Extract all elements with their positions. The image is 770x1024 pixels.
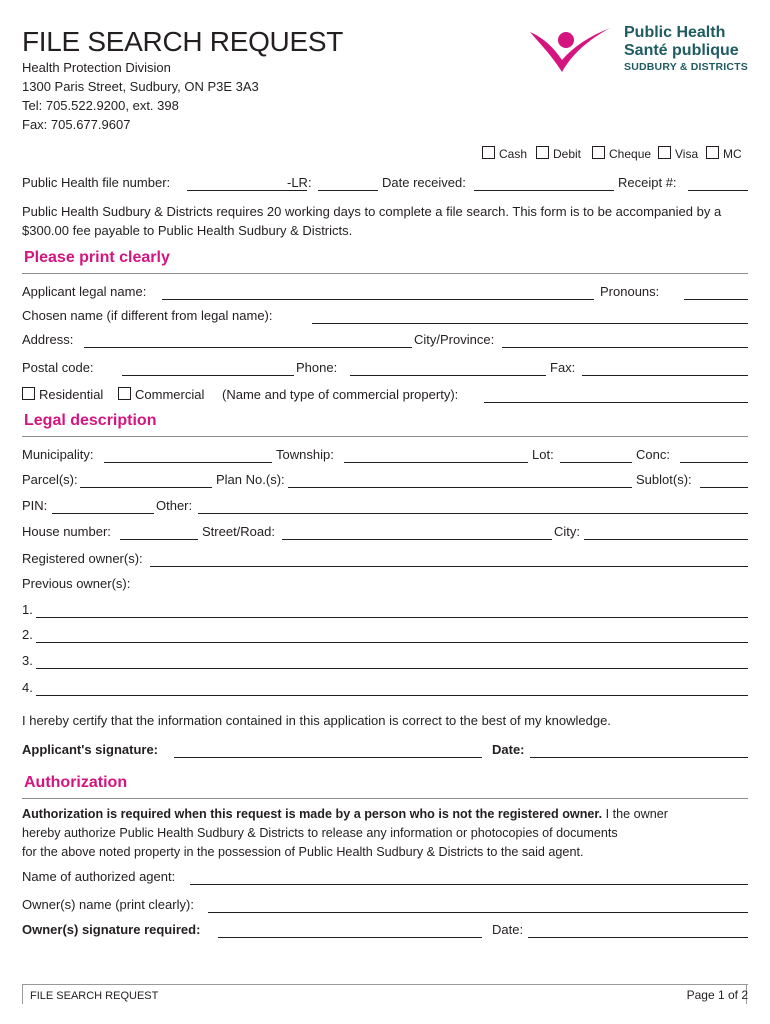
agent-label: Name of authorized agent:	[22, 869, 176, 884]
checkbox[interactable]	[22, 387, 35, 400]
previous-4-row	[22, 680, 748, 700]
fax-label: Fax:	[550, 360, 576, 375]
section-applicant	[22, 247, 748, 274]
payment-cheque[interactable]	[592, 146, 651, 161]
postal-label: Postal code:	[22, 360, 94, 375]
residential-option[interactable]	[22, 387, 103, 402]
owner-date-label: Date:	[492, 922, 524, 937]
previous-owner-2-field[interactable]	[36, 627, 748, 643]
division: Health Protection Division	[22, 60, 171, 75]
payment-cash-label: Cash	[499, 147, 528, 161]
city-field[interactable]	[584, 524, 748, 540]
owner-name-label: Owner(s) name (print clearly):	[22, 897, 194, 912]
owner-signature-label: Owner(s) signature required:	[22, 922, 201, 937]
registered-owner-field[interactable]	[150, 551, 748, 567]
number-label: 4.	[22, 680, 33, 695]
previous-2-row	[22, 627, 748, 647]
plan-label: Plan No.(s):	[216, 472, 285, 487]
payment-mc[interactable]	[706, 146, 742, 161]
lot-field[interactable]	[560, 447, 632, 463]
previous-owner-1-field[interactable]	[36, 602, 748, 618]
sublot-label: Sublot(s):	[636, 472, 692, 487]
checkbox[interactable]	[482, 146, 495, 159]
property-type-row	[22, 387, 748, 407]
parcel-row	[22, 472, 748, 492]
previous-owner-3-field[interactable]	[36, 653, 748, 669]
municipality-row	[22, 447, 748, 467]
sublot-field[interactable]	[700, 472, 748, 488]
applicant-signature-row	[22, 742, 748, 762]
checkbox[interactable]	[118, 387, 131, 400]
agent-field[interactable]	[190, 869, 748, 885]
checkbox[interactable]	[706, 146, 719, 159]
authorization-bold: Authorization is required when this request is made by a person who is not the registered owner.	[22, 807, 603, 821]
parcel-label: Parcel(s):	[22, 472, 78, 487]
city-label: City:	[554, 524, 580, 539]
payment-cash[interactable]	[482, 146, 527, 161]
residential-label: Residential	[39, 387, 104, 402]
registered-owner-label: Registered owner(s):	[22, 551, 143, 566]
payment-debit-label: Debit	[553, 147, 582, 161]
lr-label: -LR:	[287, 175, 312, 190]
owner-signature-field[interactable]	[218, 922, 482, 938]
street-address: 1300 Paris Street, Sudbury, ON P3E 3A3	[22, 79, 259, 94]
payment-visa[interactable]	[658, 146, 698, 161]
owner-name-row	[22, 897, 748, 917]
logo-text	[624, 24, 748, 74]
owner-name-field[interactable]	[208, 897, 748, 913]
street-label: Street/Road:	[202, 524, 275, 539]
receipt-label: Receipt #:	[618, 175, 677, 190]
date-received-label: Date received:	[382, 175, 466, 190]
checkbox[interactable]	[592, 146, 605, 159]
number-label: 3.	[22, 653, 33, 668]
certify-text: I hereby certify that the information contained in this application is correct to the best of my knowledge.	[22, 713, 611, 728]
fax-number: Fax: 705.677.9607	[22, 117, 131, 132]
other-field[interactable]	[198, 498, 748, 514]
township-label: Township:	[276, 447, 334, 462]
payment-visa-label: Visa	[675, 147, 699, 161]
office-row	[22, 175, 748, 195]
agent-row	[22, 869, 748, 889]
phone-label: Phone:	[296, 360, 338, 375]
receipt-field[interactable]	[688, 175, 748, 191]
owner-date-field[interactable]	[528, 922, 748, 938]
file-number-label: Public Health file number:	[22, 175, 171, 190]
logo-line-3: SUDBURY & DISTRICTS	[624, 61, 748, 73]
previous-row	[22, 576, 748, 596]
previous-owner-label: Previous owner(s):	[22, 576, 131, 591]
chosen-name-field[interactable]	[312, 308, 748, 324]
checkbox[interactable]	[536, 146, 549, 159]
house-number-field[interactable]	[120, 524, 198, 540]
payment-debit[interactable]	[536, 146, 581, 161]
lot-label: Lot:	[532, 447, 554, 462]
commercial-option[interactable]	[118, 387, 204, 402]
authorization-text-1: I the owner	[602, 807, 668, 821]
footer-divider-left	[22, 984, 23, 1004]
pin-row	[22, 498, 748, 518]
section-legal	[22, 410, 748, 437]
house-number-label: House number:	[22, 524, 111, 539]
logo-mark-icon	[528, 26, 612, 78]
logo	[528, 24, 748, 84]
address-label: Address:	[22, 332, 74, 347]
commercial-desc-label: (Name and type of commercial property):	[222, 387, 459, 402]
intro-text: Public Health Sudbury & Districts requires 20 working days to complete a file search. This form is to be accompanied by a $300.00 fee payable to Public Health Sudbury & Districts.	[22, 204, 722, 238]
address-field[interactable]	[84, 332, 412, 348]
phone-field[interactable]	[350, 360, 546, 376]
applicant-signature-field[interactable]	[174, 742, 482, 758]
payment-cheque-label: Cheque	[609, 147, 652, 161]
footer-title: FILE SEARCH REQUEST	[30, 990, 159, 1002]
chosen-name-label: Chosen name (if different from legal name):	[22, 308, 273, 323]
applicant-signature-label: Applicant's signature:	[22, 742, 158, 757]
section-authorization	[22, 772, 748, 799]
chosen-name-row	[22, 308, 748, 328]
address-row	[22, 332, 748, 352]
authorization-text-2: hereby authorize Public Health Sudbury & Districts to release any information or photocopies of documents	[22, 826, 618, 840]
telephone: Tel: 705.522.9200, ext. 398	[22, 98, 179, 113]
applicant-date-field[interactable]	[530, 742, 748, 758]
postal-row	[22, 360, 748, 380]
previous-3-row	[22, 653, 748, 673]
section-heading: Please print clearly	[24, 249, 170, 266]
parcel-field[interactable]	[80, 472, 212, 488]
street-field[interactable]	[282, 524, 552, 540]
legal-name-label: Applicant legal name:	[22, 284, 147, 299]
section-heading: Authorization	[24, 774, 128, 791]
page-number: Page 1 of 2	[686, 988, 748, 1002]
municipality-label: Municipality:	[22, 447, 94, 462]
contact-block	[22, 58, 259, 134]
city-province-label: City/Province:	[414, 332, 495, 347]
certify-row	[22, 713, 748, 733]
legal-name-row	[22, 284, 748, 304]
lr-field[interactable]	[318, 175, 378, 191]
house-row	[22, 524, 748, 544]
section-heading: Legal description	[24, 412, 157, 429]
page-title: FILE SEARCH REQUEST	[22, 26, 344, 57]
conc-field[interactable]	[680, 447, 748, 463]
fax-field[interactable]	[582, 360, 748, 376]
authorization-text-3: for the above noted property in the possession of Public Health Sudbury & Districts to the said agent.	[22, 845, 584, 859]
logo-line-2: Santé publique	[624, 42, 739, 59]
date-received-field[interactable]	[474, 175, 614, 191]
township-field[interactable]	[344, 447, 528, 463]
logo-line-1: Public Health	[624, 24, 726, 41]
number-label: 2.	[22, 627, 33, 642]
postal-field[interactable]	[122, 360, 294, 376]
owner-signature-row	[22, 922, 748, 942]
pin-label: PIN:	[22, 498, 48, 513]
municipality-field[interactable]	[104, 447, 272, 463]
plan-field[interactable]	[288, 472, 632, 488]
number-label: 1.	[22, 602, 33, 617]
pronouns-field[interactable]	[684, 284, 748, 300]
previous-1-row	[22, 602, 748, 622]
legal-name-field[interactable]	[162, 284, 594, 300]
applicant-date-label: Date:	[492, 742, 525, 757]
city-province-field[interactable]	[502, 332, 748, 348]
previous-owner-4-field[interactable]	[36, 680, 748, 696]
pin-field[interactable]	[52, 498, 154, 514]
other-label: Other:	[156, 498, 193, 513]
commercial-field[interactable]	[484, 387, 748, 403]
conc-label: Conc:	[636, 447, 670, 462]
commercial-label: Commercial	[135, 387, 205, 402]
checkbox[interactable]	[658, 146, 671, 159]
authorization-text	[22, 805, 752, 862]
registered-row	[22, 551, 748, 571]
payment-mc-label: MC	[723, 147, 742, 161]
pronouns-label: Pronouns:	[600, 284, 660, 299]
